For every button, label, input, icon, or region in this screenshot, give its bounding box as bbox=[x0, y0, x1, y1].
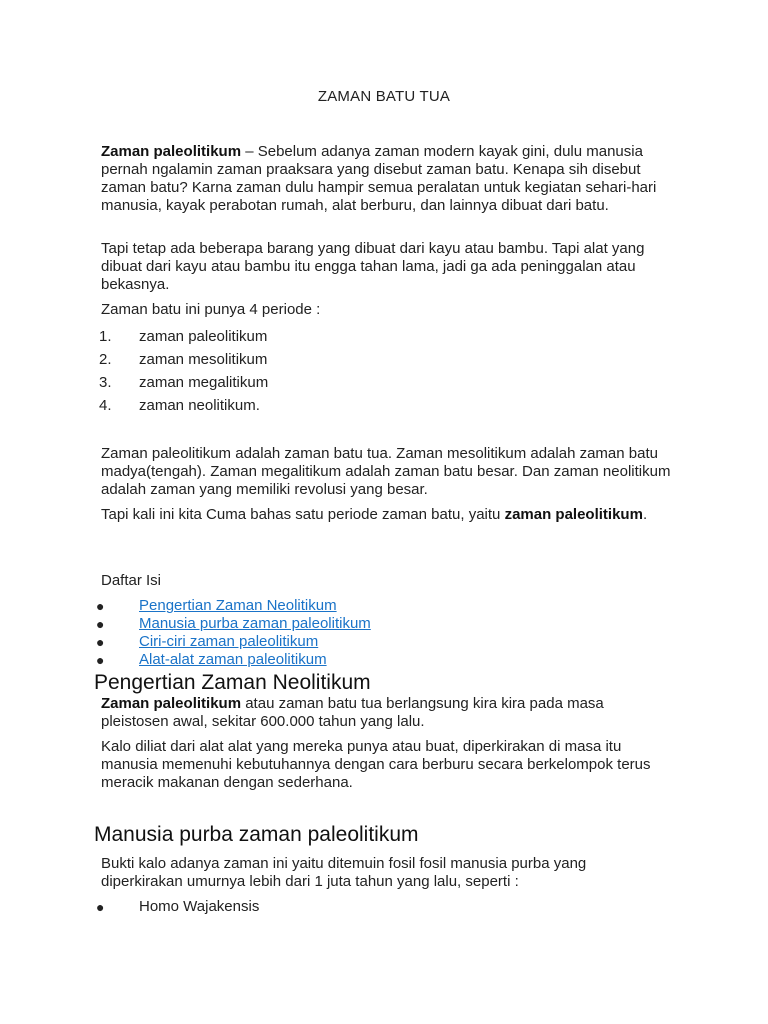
list-item bbox=[96, 898, 259, 916]
pengertian-paragraph-2: Kalo diliat dari alat alat yang mereka punya atau buat, diperkirakan di masa itu manusia memenuhi kebutuhannya dengan cara berburu secara berkelompok terus meracik makanan dengan sederhana. bbox=[101, 738, 651, 791]
intro-paragraph bbox=[101, 143, 671, 215]
list-label: zaman mesolitikum bbox=[139, 351, 268, 368]
toc-item bbox=[96, 597, 371, 615]
list-number: 4. bbox=[99, 397, 112, 414]
list-item bbox=[99, 371, 268, 394]
toc-link-ciri-ciri[interactable]: Ciri-ciri zaman paleolitikum bbox=[139, 633, 319, 650]
focus-paragraph bbox=[101, 506, 671, 524]
pengertian-term: Zaman paleolitikum bbox=[101, 695, 242, 712]
bullet-icon: ● bbox=[96, 899, 105, 915]
list-number: 2. bbox=[99, 351, 112, 368]
section-heading-pengertian: Pengertian Zaman Neolitikum bbox=[94, 671, 371, 694]
toc-item bbox=[96, 615, 371, 633]
focus-term: zaman paleolitikum bbox=[504, 506, 643, 523]
intro-text: – Sebelum adanya zaman modern kayak gini, dulu manusia pernah ngalamin zaman praaksara yang disebut zaman batu. Kenapa sih disebut zaman batu? Karna zaman dulu hampir semua peralatan untuk kegiatan sehari-hari manusia, kayak perabotan rumah, alat berburu, dan lainnya dibuat dari batu. bbox=[101, 143, 657, 214]
wood-paragraph: Tapi tetap ada beberapa barang yang dibuat dari kayu atau bambu. Tapi alat yang dibuat dari kayu atau bambu itu engga tahan lama, jadi ga ada peninggalan atau bekasnya. bbox=[101, 240, 645, 293]
list-number: 1. bbox=[99, 328, 112, 345]
table-of-contents bbox=[96, 597, 371, 669]
list-label: zaman neolitikum. bbox=[139, 397, 260, 414]
toc-item bbox=[96, 633, 371, 651]
focus-end: . bbox=[642, 506, 648, 523]
bullet-icon: ● bbox=[96, 598, 105, 614]
pengertian-paragraph-1 bbox=[101, 695, 671, 731]
list-item bbox=[99, 325, 268, 348]
list-label: Homo Wajakensis bbox=[139, 898, 260, 915]
list-label: zaman megalitikum bbox=[139, 374, 269, 391]
toc-link-pengertian[interactable]: Pengertian Zaman Neolitikum bbox=[139, 597, 337, 614]
pengertian-text: atau zaman batu tua berlangsung kira kira pada masa pleistosen awal, sekitar 600.000 tahun yang lalu. bbox=[101, 695, 604, 730]
document-title: ZAMAN BATU TUA bbox=[317, 88, 451, 105]
toc-link-alat-alat[interactable]: Alat-alat zaman paleolitikum bbox=[139, 651, 327, 668]
toc-item bbox=[96, 651, 371, 669]
manusia-purba-list bbox=[96, 898, 259, 916]
manusia-purba-paragraph: Bukti kalo adanya zaman ini yaitu ditemuin fosil fosil manusia purba yang diperkirakan umurnya lebih dari 1 juta tahun yang lalu, seperti : bbox=[101, 855, 587, 890]
definitions-paragraph: Zaman paleolitikum adalah zaman batu tua. Zaman mesolitikum adalah zaman batu madya(tengah). Zaman megalitikum adalah zaman batu besar. Dan zaman neolitikum adalah zaman yang memiliki revolusi yang besar. bbox=[101, 445, 671, 498]
toc-link-manusia-purba[interactable]: Manusia purba zaman paleolitikum bbox=[139, 615, 371, 632]
section-heading-manusia-purba: Manusia purba zaman paleolitikum bbox=[94, 823, 419, 846]
focus-text: Tapi kali ini kita Cuma bahas satu periode zaman batu, yaitu bbox=[101, 506, 505, 523]
periods-list bbox=[99, 325, 268, 417]
list-item bbox=[99, 348, 268, 371]
bullet-icon: ● bbox=[96, 634, 105, 650]
toc-title: Daftar Isi bbox=[101, 572, 162, 589]
list-number: 3. bbox=[99, 374, 112, 391]
periods-intro: Zaman batu ini punya 4 periode : bbox=[101, 301, 321, 318]
intro-term: Zaman paleolitikum bbox=[101, 143, 242, 160]
list-label: zaman paleolitikum bbox=[139, 328, 268, 345]
list-item bbox=[99, 394, 268, 417]
bullet-icon: ● bbox=[96, 652, 105, 668]
bullet-icon: ● bbox=[96, 616, 105, 632]
